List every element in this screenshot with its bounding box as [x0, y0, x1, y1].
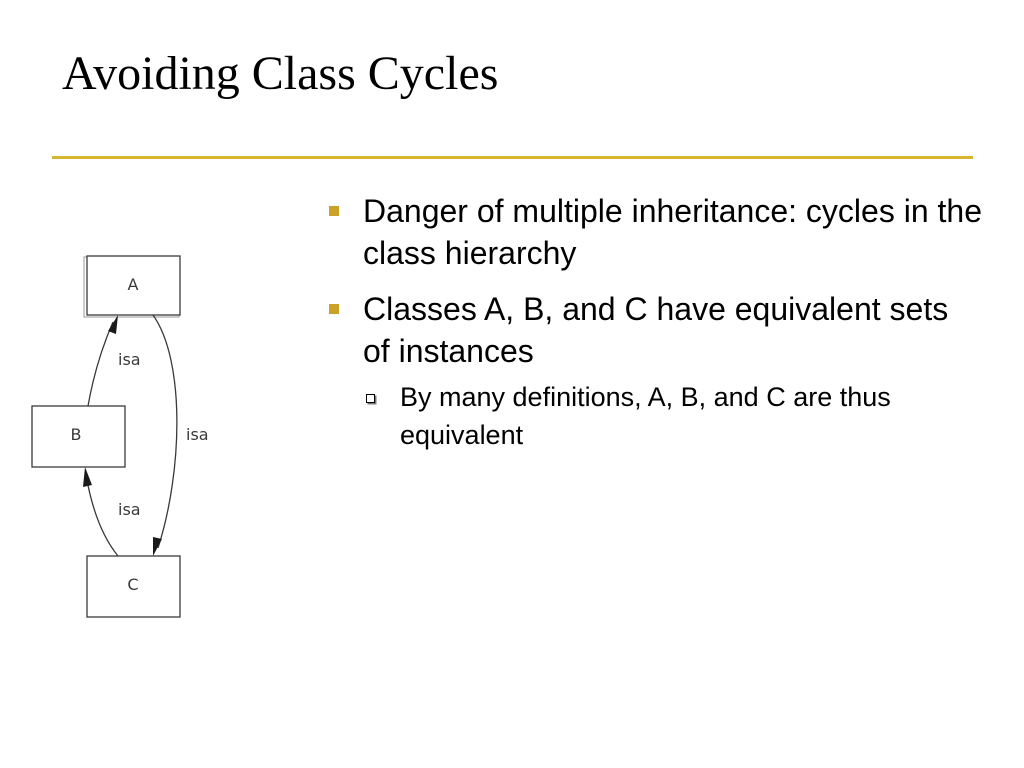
edge-c-to-b — [83, 467, 141, 556]
edge-c-to-b-label: isa — [118, 500, 141, 519]
sub-bullet-text: By many definitions, A, B, and C are thus equivalent — [400, 382, 891, 450]
edge-a-to-c-arrow — [153, 537, 162, 556]
node-a-label: A — [127, 275, 139, 294]
edge-b-to-a — [88, 315, 141, 406]
bullet-list — [322, 190, 982, 468]
edge-c-to-b-arrow — [83, 467, 92, 487]
edge-b-to-a-arrow — [108, 315, 118, 334]
bullet-text: Classes A, B, and C have equivalent sets of instances — [363, 291, 949, 369]
node-c[interactable] — [87, 556, 180, 617]
bullet-item — [322, 288, 982, 454]
bullet-text: Danger of multiple inheritance: cycles in the class hierarchy — [363, 193, 982, 271]
square-bullet-icon — [329, 304, 339, 314]
sub-bullet-list — [363, 378, 982, 454]
edge-a-to-c — [153, 315, 209, 556]
edge-b-to-a-label: isa — [118, 350, 141, 369]
hollow-square-bullet-icon — [366, 394, 375, 403]
edge-a-to-c-label: isa — [186, 425, 209, 444]
sub-bullet-item — [363, 378, 982, 454]
node-b-label: B — [70, 425, 82, 444]
slide-title: Avoiding Class Cycles — [62, 47, 499, 100]
node-b[interactable] — [32, 406, 125, 467]
node-a[interactable] — [84, 256, 180, 317]
class-hierarchy-diagram — [0, 0, 300, 640]
square-bullet-icon — [329, 206, 339, 216]
node-c-label: C — [127, 575, 139, 594]
bullet-item — [322, 190, 982, 274]
